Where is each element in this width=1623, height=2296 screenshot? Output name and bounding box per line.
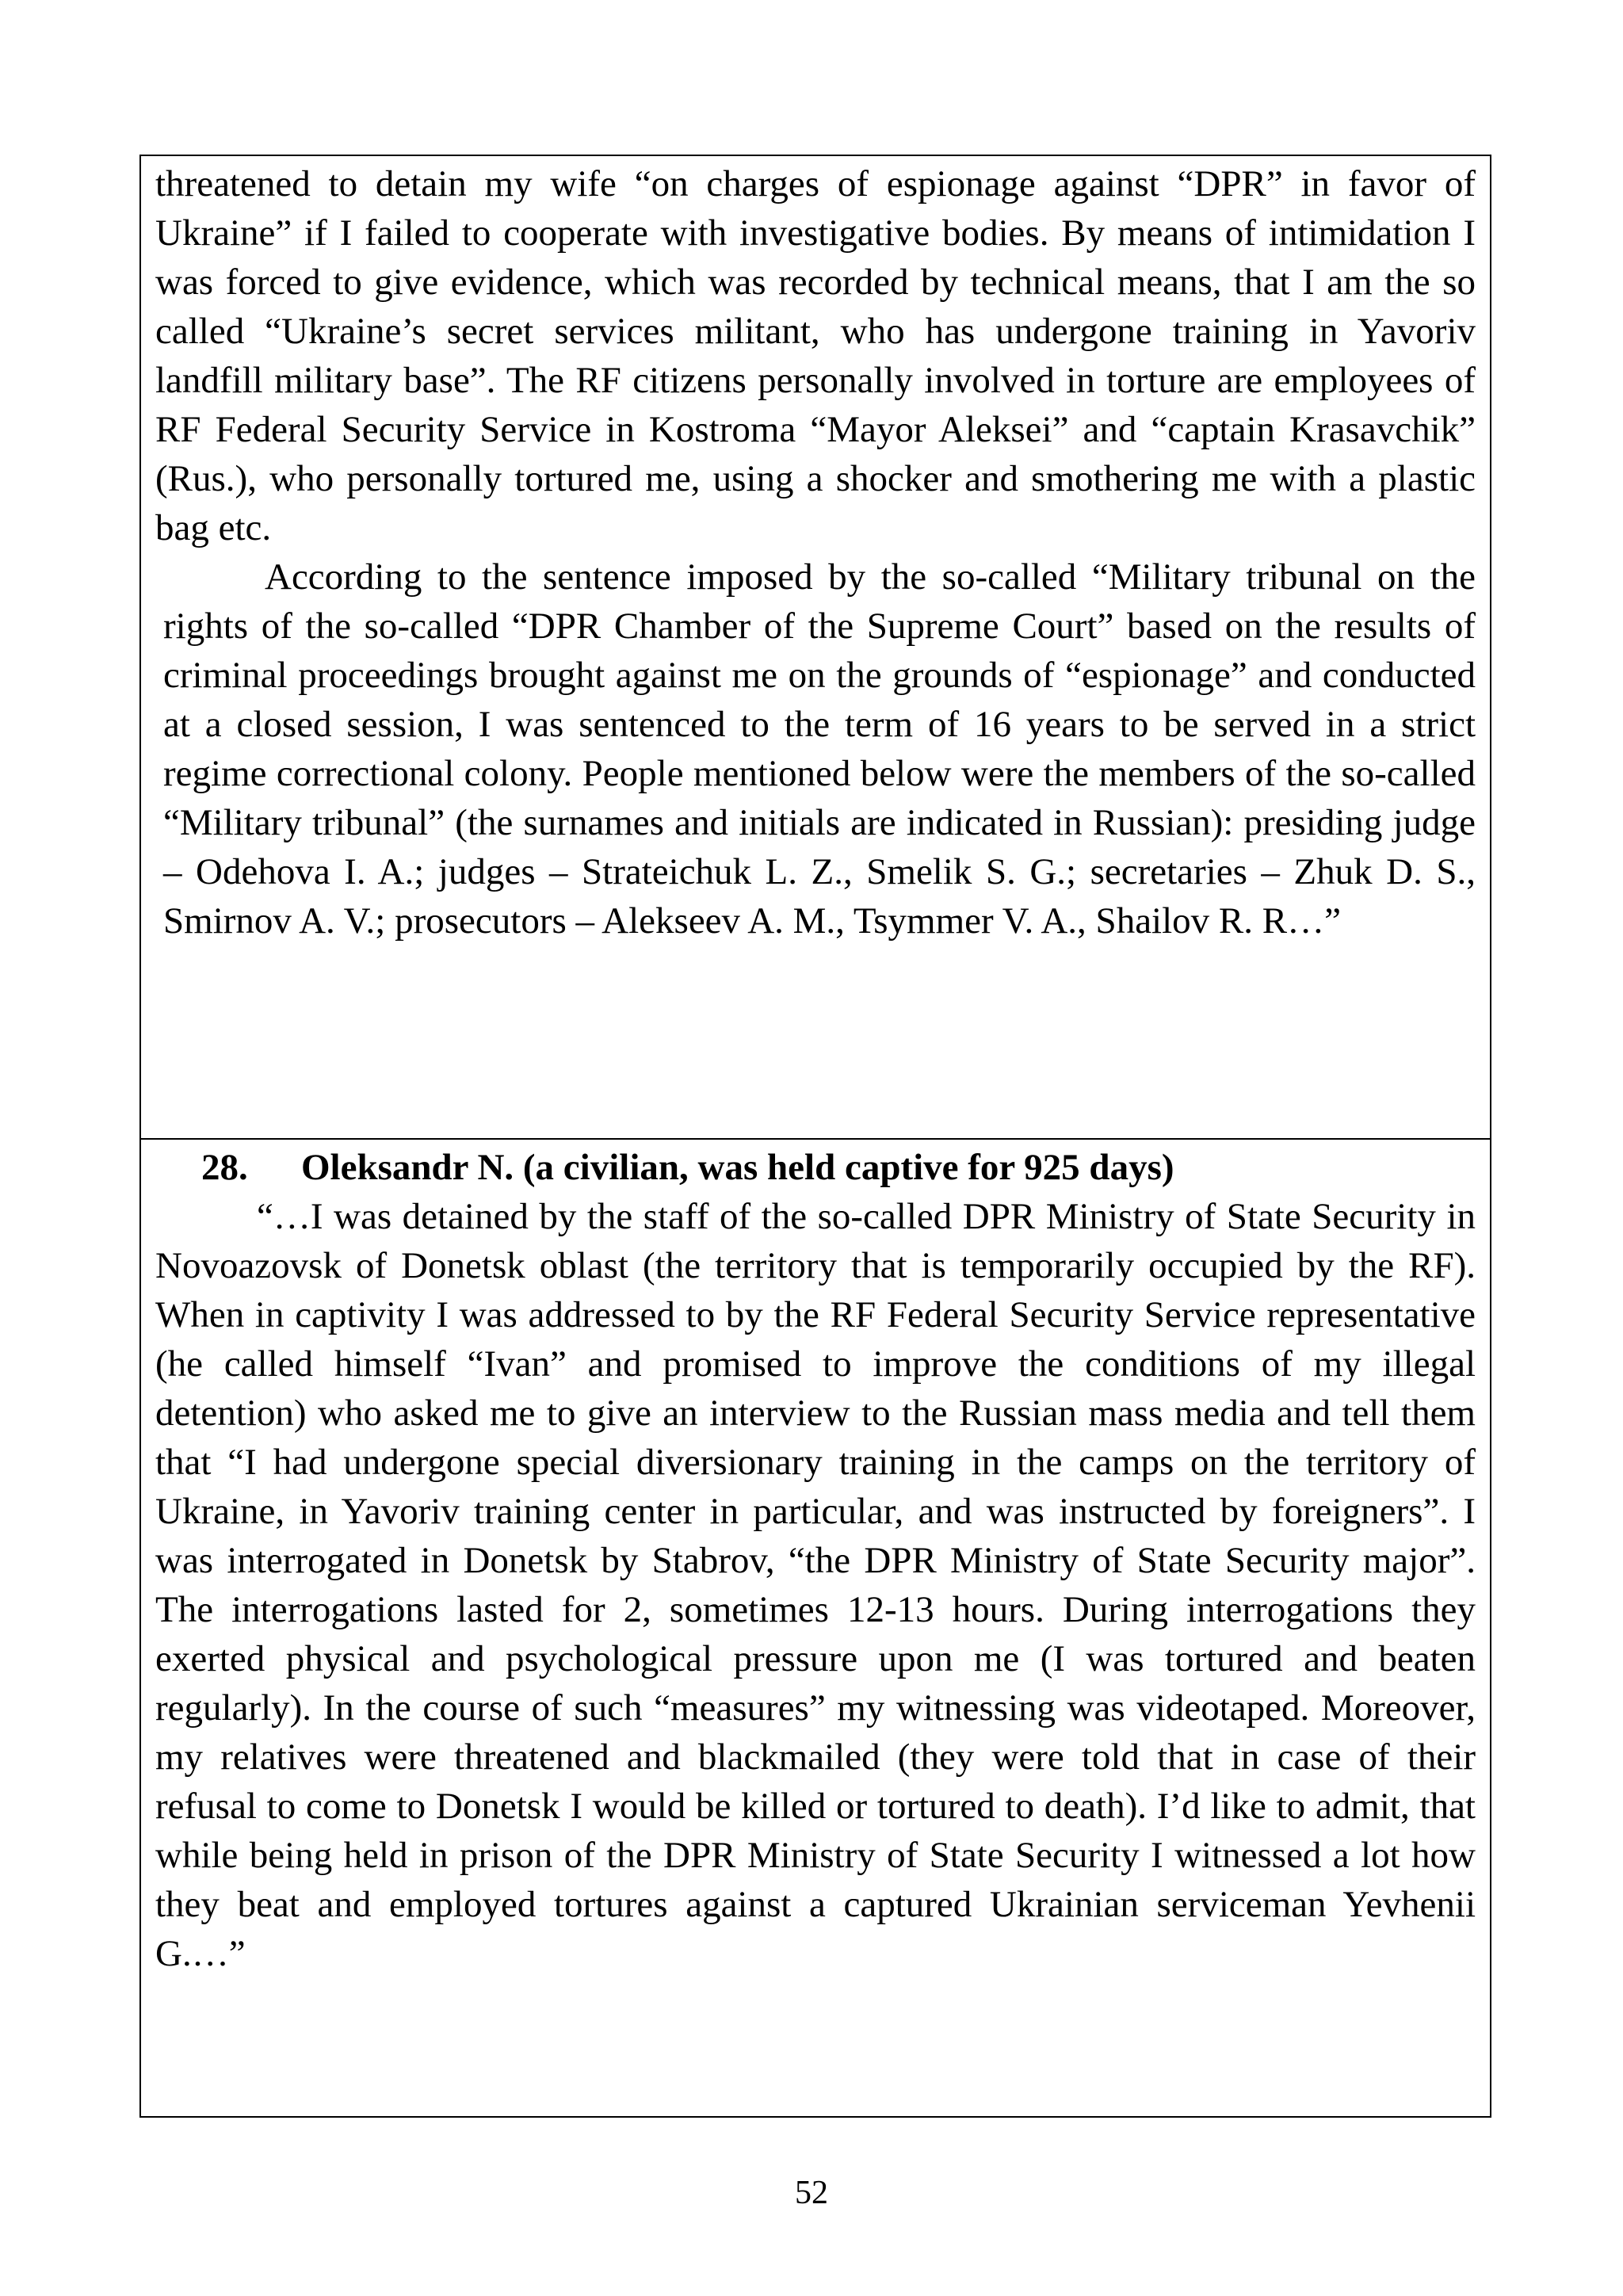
testimony-title: Oleksandr N. (a civilian, was held captive for 925 days): [301, 1147, 1174, 1188]
page-number: 52: [795, 2175, 828, 2211]
sentence-paragraph: According to the sentence imposed by the so-called “Military tribunal on the rights of the so-called “DPR Chamber of the Supreme Court” based on the results of criminal proceedings brought against me on the grounds of “espionage” and conducted at a closed session, I was sentenced to the term of 16 years to be served in a strict regime correctional colony. People mentioned below were the members of the so-called “Military tribunal” (the surnames and initials are indicated in Russian): presiding judge – Odehova I. A.; judges – Strateichuk L. Z., Smelik S. G.; secretaries – Zhuk D. S., Smirnov A. V.; prosecutors – Alekseev A. M., Tsymmer V. A., Shailov R. R…”: [163, 556, 1476, 942]
testimony-table: [139, 155, 1491, 2118]
testimony-paragraph: “…I was detained by the staff of the so-called DPR Ministry of State Security in Novoazovsk of Donetsk oblast (the territory that is temporarily occupied by the RF). When in captivity I was addressed to by the RF Federal Security Service representative (he called himself “Ivan” and promised to improve the conditions of my illegal detention) who asked me to give an interview to the Russian mass media and tell them that “I had undergone special diversionary training in the camps on the territory of Ukraine, in Yavoriv training center in particular, and was instructed by foreigners”. I was interrogated in Donetsk by Stabrov, “the DPR Ministry of State Security major”. The interrogations lasted for 2, sometimes 12-13 hours. During interrogations they exerted physical and psychological pressure upon me (I was tortured and beaten regularly). In the course of such “measures” my witnessing was videotaped. Moreover, my relatives were threatened and blackmailed (they were told that in case of their refusal to come to Donetsk I would be killed or tortured to death). I’d like to admit, that while being held in prison of the DPR Ministry of State Security I witnessed a lot how they beat and employed tortures against a captured Ukrainian serviceman Yevhenii G.…”: [155, 1196, 1476, 1974]
testimony-cell-28: [141, 1140, 1490, 2116]
testimony-paragraph: threatened to detain my wife “on charges of espionage against “DPR” in favor of Ukraine” if I failed to cooperate with investigative bodies. By means of intimidation I was forced to give evidence, which was recorded by technical means, that I am the so called “Ukraine’s secret services militant, who has undergone training in Yavoriv landfill military base”. The RF citizens personally involved in torture are employees of RF Federal Security Service in Kostroma “Mayor Aleksei” and “captain Krasavchik” (Rus.), who personally tortured me, using a shocker and smothering me with a plastic bag etc.: [155, 163, 1476, 548]
testimony-number: 28.: [201, 1147, 248, 1188]
testimony-heading: [155, 1143, 1476, 1192]
testimony-cell-continued: [141, 156, 1490, 1140]
